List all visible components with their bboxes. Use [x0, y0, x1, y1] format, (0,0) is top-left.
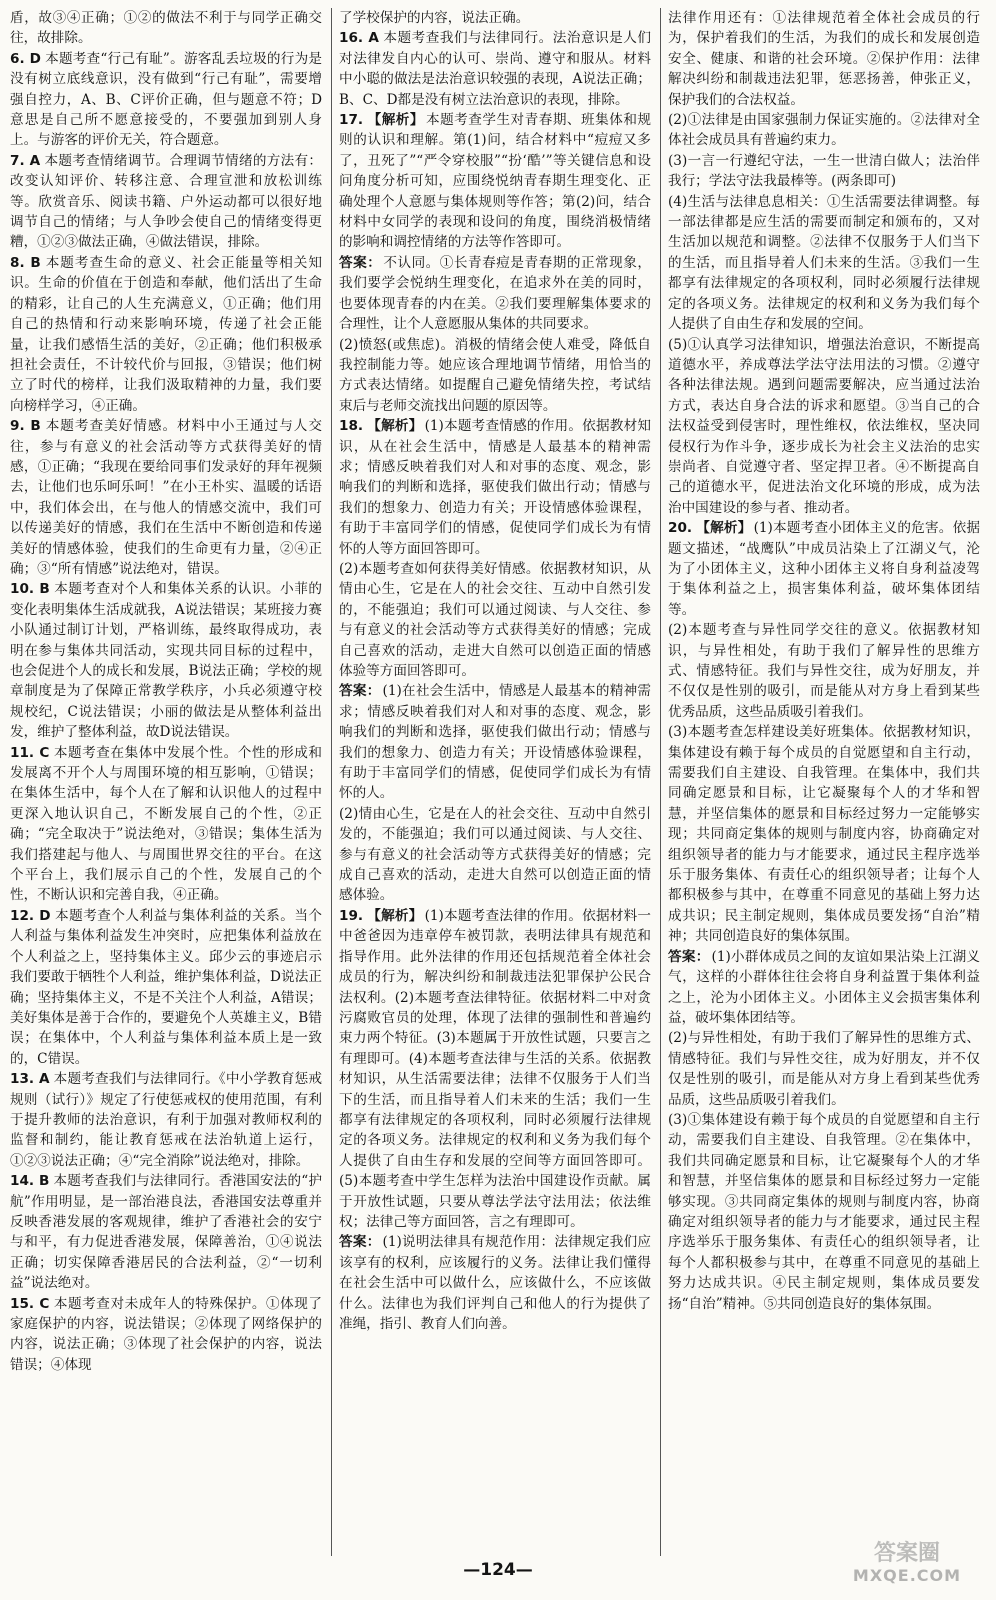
answer-paragraph — [339, 253, 651, 335]
question-explanation: 本题考查我们与法律同行。法治意识是人们对法律发自内心的认可、崇尚、遵守和服从。材料中小聪的做法是法治意识较强的表现，A说法正确；B、C、D都是没有树立法治意识的表现，排除。 — [339, 30, 651, 108]
answer-label: 答案： — [339, 254, 382, 271]
question-answer — [339, 110, 651, 253]
question-answer — [10, 906, 322, 1069]
question-explanation: 本题考查我们与法律同行。香港国安法的“护航”作用明显，是一部治港良法，香港国安法尊重并反映香港发展的客观规律，维护了香港社会的安宁与和平，有力促进香港发展，保障善治，①④说法正确；切实保障香港居民的合法利益，②“一切利益”说法绝对。 — [10, 1173, 322, 1292]
answer-label: 答案： — [668, 948, 710, 965]
analysis-tag: 【解析】 — [367, 907, 423, 924]
question-answer — [10, 253, 322, 416]
question-answer — [10, 416, 322, 579]
question-number: 7. A — [10, 152, 41, 169]
question-number: 20. — [668, 520, 693, 537]
question-number: 12. D — [10, 907, 51, 924]
sub-answer: (2)①法律是由国家强制力保证实施的。②法律对全体社会成员具有普遍约束力。 — [668, 112, 980, 149]
sub-answer: (4)生活与法律息息相关：①生活需要法律调整。每一部法律都是应生活的需要而制定和颁布的，又对生活加以规范和调整。②法律不仅服务于人们当下的生活，而且指导着人们未来的生活。③我们一生都享有法律规定的各项权利，同时必须履行法律规定的各项义务。法律规定的权利和义务为我们每个人提供了自由生存和发展的空间。 — [668, 193, 980, 333]
question-answer — [10, 151, 322, 253]
question-explanation: 本题考查个人利益与集体利益的关系。当个人利益与集体利益发生冲突时，应把集体利益放在个人利益之上，坚持集体主义。邱少云的事迹启示我们要敢于牺牲个人利益，维护集体利益，D说法正确；坚持集体主义，不是不关注个人利益，A错误；美好集体是善于合作的，要避免个人英雄主义，B错误；在集体中，个人利益与集体利益本质上是一致的，C错误。 — [10, 907, 322, 1067]
continued-text: 法律作用还有：①法律规范着全体社会成员的行为，保护着我们的生活，为我们的成长和发展创造安全、健康、和谐的社会环境。②保护作用：法律解决纠纷和制裁违法犯罪，惩恶扬善，伸张正义，保护我们的合法权益。 — [668, 10, 980, 108]
site-watermark — [832, 1536, 982, 1590]
question-number: 18. — [339, 418, 364, 435]
analysis-tag: 【解析】 — [696, 520, 752, 537]
answer-label: 答案： — [339, 1234, 381, 1251]
answer-text: (1)在社会生活中，情感是人最基本的精神需求；情感反映着我们对人和对事的态度、观念，影响我们的判断和选择，驱使我们做出行动；情感与我们的想象力、创造力有关；开设情感体验课程，有助于丰富同学们的情感，促使同学们成长为有情怀的人。 — [339, 683, 651, 802]
column-divider — [331, 8, 332, 1556]
question-number: 16. A — [339, 30, 379, 47]
watermark-site: MXQE.COM — [852, 1566, 962, 1585]
continued-text: 盾，故③④正确；①②的做法不利于与同学正确交往，故排除。 — [10, 10, 322, 47]
column-right — [668, 8, 980, 1556]
question-answer — [339, 416, 651, 559]
sub-answer: (2)本题考查如何获得美好情感。依据教材知识，从情由心生，它是在人的社会交往、互动中自然引发的，不能强迫；我们可以通过阅读、与人交往、参与有意义的社会活动等方式获得美好的情感；完成自己喜欢的活动，走进大自然可以创造正面的情感体验等方面回答即可。 — [339, 560, 651, 679]
question-number: 19. — [339, 907, 364, 924]
question-number: 14. B — [10, 1173, 50, 1190]
question-answer — [10, 579, 322, 742]
answer-text: 不认同。①长青春痘是青春期的正常现象，我们要学会悦纳生理变化，在追求外在美的同时，也要体现青春的内在美。②我们要理解集体要求的合理性，让个人意愿服从集体的共同要求。 — [339, 254, 651, 333]
sub-answer: (2)愤怒(或焦虑)。消极的情绪会使人难受，降低自我控制能力等。她应该合理地调节情绪，用恰当的方式表达情绪。如提醒自己避免情绪失控，考试结束后与老师交流找出问题的原因等。 — [339, 336, 651, 414]
question-explanation: (1)本题考查情感的作用。依据教材知识，从在社会生活中，情感是人最基本的精神需求；情感反映着我们对人和对事的态度、观念，影响我们的判断和选择，驱使我们做出行动；情感与我们的想象力、创造力有关；开设情感体验课程，有助于丰富同学们的情感，促使同学们成长为有情怀的人等方面回答即可。 — [339, 418, 651, 557]
question-answer — [339, 906, 651, 1233]
question-number: 8. B — [10, 254, 41, 271]
question-explanation: 本题考查生命的意义、社会正能量等相关知识。生命的价值在于创造和奉献，他们活出了生命的精彩，让自己的人生充满意义，①正确；他们用自己的热情和行动来影响环境，传递了社会正能量，让我们感悟生活的美好，②正确；他们积极承担社会责任，不计较代价与回报，③错误；他们树立了时代的榜样，让我们汲取精神的力量，我们要向榜样学习，④正确。 — [10, 254, 322, 414]
question-explanation: (1)本题考查法律的作用。依据材料一中爸爸因为违章停车被罚款，表明法律具有规范和指导作用。此外法律的作用还包括规范着全体社会成员的行为，解决纠纷和制裁违法犯罪保护公民合法权利。(2)本题考查法律特征。依据材料二中对贪污腐败官员的处理，体现了法律的强制性和普遍约束力两个特征。(3)本题属于开放性试题，只要言之有理即可。(4)本题考查法律与生活的关系。依据教材知识，从生活需要法律；法律不仅服务于人们当下的生活，而且指导着人们未来的生活；我们一生都享有法律规定的各项权利，同时必须履行法律规定的各项义务。法律规定的权利和义务为我们每个人提供了自由生存和发展的空间等方面回答即可。(5)本题考查中学生怎样为法治中国建设作贡献。属于开放性试题，只要从尊法学法守法用法；依法维权；法律己等方面回答，言之有理即可。 — [339, 907, 651, 1230]
question-explanation: 本题考查对未成年人的特殊保护。①体现了家庭保护的内容，说法错误；②体现了网络保护的内容，说法正确；③体现了社会保护的内容，说法错误；④体现 — [10, 1295, 322, 1373]
question-number: 10. B — [10, 581, 50, 598]
watermark-logo: 答案圈 — [873, 1541, 940, 1566]
question-number: 15. C — [10, 1295, 50, 1312]
sub-answer: (2)与异性相处，有助于我们了解异性的思维方式、情感特征。我们与异性交往，成为好朋友，并不仅仅是性别的吸引，而是能从对方身上看到某些优秀品质，这些品质吸引着我们。 — [668, 1030, 980, 1108]
question-number: 11. C — [10, 744, 50, 761]
sub-answer: (3)本题考查怎样建设美好班集体。依据教材知识，集体建设有赖于每个成员的自觉愿望和自主行动，需要我们自主建设、自我管理。在集体中，我们共同确定愿景和目标，让它凝聚每个人的才华和智慧，并坚信集体的愿景和目标经过努力一定能够实现；共同商定集体的规则与制度内容，协商确定对组织领导者的能力与才能要求，通过民主程序选举乐于服务集体、有责任心的组织领导者；让每个人都积极参与其中，在尊重不同意见的基础上努力达成共识；民主制定规则，集体成员要发扬“自治”精神；共同创造良好的集体氛围。 — [668, 724, 980, 945]
question-answer — [10, 743, 322, 906]
question-explanation: 本题考查情绪调节。合理调节情绪的方法有：改变认知评价、转移注意、合理宣泄和放松训练等。欣赏音乐、阅读书籍、户外运动都可以很好地调节自己的情绪；与人争吵会使自己的情绪变得更糟，①②③做法正确，④做法错误，排除。 — [10, 152, 322, 251]
sub-answer: (2)情由心生，它是在人的社会交往、互动中自然引发的，不能强迫；我们可以通过阅读、与人交往、参与有意义的社会活动等方式获得美好的情感；完成自己喜欢的活动，走进大自然可以创造正面的情感体验。 — [339, 805, 651, 904]
answer-text: (1)说明法律具有规范作用：法律规定我们应该享有的权利，应该履行的义务。法律让我们懂得在社会生活中可以做什么，应该做什么，不应该做什么。法律也为我们评判自己和他人的行为提供了准绳，指引、教育人们向善。 — [339, 1234, 651, 1332]
question-answer — [10, 1069, 322, 1171]
sub-answer: (5)①认真学习法律知识，增强法治意识，不断提高道德水平，养成尊法学法守法用法的习惯。②遵守各种法律法规。遇到问题需要解决，应当通过法治方式，表达自身合法的诉求和愿望。③当自己的合法权益受到侵害时，理性维权，依法维权，坚决同侵权行为作斗争，逐步成长为社会主义法治的忠实崇尚者、自觉遵守者、坚定捍卫者。④不断提高自己的道德水平，促进法治文化环境的形成，成为法治中国建设的参与者、推动者。 — [668, 336, 980, 516]
question-explanation: 本题考查美好情感。材料中小王通过与人交往，参与有意义的社会活动等方式获得美好的情感，①正确；“我现在要给同事们发录好的拜年视频去，让他们也乐呵乐呵！”在小王朴实、温暖的话语中，我们体会出，在与他人的情感交流中，我们可以传递美好的情感，我们在生活中不断创造和传递美好的情感体验，使我们的生命更有力量，②④正确；③“所有情感”说法绝对，错误。 — [10, 418, 322, 577]
analysis-tag: 【解析】 — [367, 112, 424, 129]
question-number: 13. A — [10, 1071, 50, 1088]
question-explanation: 本题考查我们与法律同行。《中小学教育惩戒规则（试行）》规定了行使惩戒权的使用范围，有利于提升教师的法治意识，有利于加强对教师权利的监督和制约，能让教育惩戒在法治轨道上运行，①②③说法正确；④“完全消除”说法绝对，排除。 — [10, 1071, 322, 1169]
question-explanation: 本题考查学生对青春期、班集体和规则的认识和理解。第(1)问，结合材料中“痘痘又多了，丑死了”“严令穿校服”“扮‘酷’”等关键信息和设问角度分析可知，应围绕悦纳青春期生理变化、正确处理个人意愿与集体规则等作答；第(2)问，结合材料中女同学的表现和设问的角度，围绕消极情绪的影响和调控情绪的方法等作答即可。 — [339, 112, 651, 251]
answer-label: 答案： — [339, 683, 381, 700]
question-answer — [668, 518, 980, 620]
answer-paragraph — [339, 681, 651, 803]
answer-text: (1)小群体成员之间的友谊如果沾染上江湖义气，这样的小群体往往会将自身利益置于集体利益之上，沦为小团体主义。小团体主义会损害集体利益，破坏集体团结等。 — [668, 948, 980, 1026]
answer-paragraph — [339, 1232, 651, 1334]
question-explanation: 本题考查在集体中发展个性。个性的形成和发展离不开个人与周围环境的相互影响，①错误；在集体生活中，每个人在了解和认识他人的过程中更深入地认识自己，不断发展自己的个性，②正确；“完全取决于”说法绝对，③错误；集体生活为我们搭建起与他人、与周围世界交往的平台。在这个平台上，我们展示自己的个性，发展自己的个性，不断认识和完善自我，④正确。 — [10, 744, 322, 904]
question-answer — [10, 1294, 322, 1376]
question-number: 6. D — [10, 50, 41, 67]
sub-answer: (2)本题考查与异性同学交往的意义。依据教材知识，与异性相处，有助于我们了解异性的思维方式、情感特征。我们与异性交往，成为好朋友，并不仅仅是性别的吸引，而是能从对方身上看到某些优秀品质，这些品质吸引着我们。 — [668, 622, 980, 720]
sub-answer: (3)一言一行遵纪守法，一生一世清白做人；法治伴我行；学法守法我最棒等。(两条即可) — [668, 152, 980, 190]
answer-paragraph — [668, 947, 980, 1029]
question-number: 17. — [339, 112, 364, 129]
sub-answer: (3)①集体建设有赖于每个成员的自觉愿望和自主行动，需要我们自主建设、自我管理。②在集体中，我们共同确定愿景和目标，让它凝聚每个人的才华和智慧，并坚信集体的愿景和目标经过努力一定能够实现。③共同商定集体的规则与制度内容，协商确定对组织领导者的能力与才能要求，通过民主程序选举乐于服务集体、有责任心的组织领导者，让每个人都积极参与其中，在尊重不同意见的基础上努力达成共识。④民主制定规则，集体成员要发扬“自治”精神。⑤共同创造良好的集体氛围。 — [668, 1111, 980, 1312]
question-answer — [10, 49, 322, 151]
column-left — [10, 8, 322, 1556]
continued-text: 了学校保护的内容，说法正确。 — [339, 10, 530, 26]
column-divider — [660, 8, 661, 1556]
question-explanation: 本题考查对个人和集体关系的认识。小菲的变化表明集体生活成就我，A说法错误；某班接力赛小队通过制订计划，严格训练，最终取得成功，表明在参与集体共同活动，实现共同目标的过程中，也会促进个人的成长和发展，B说法正确；学校的规章制度是为了保障正常教学秩序，小兵必须遵守校规校纪，C说法错误；小丽的做法是从整体利益出发，维护了整体利益，故D说法错误。 — [10, 581, 322, 741]
question-number: 9. B — [10, 418, 41, 435]
question-answer — [10, 1171, 322, 1293]
page-number: —124— — [463, 1560, 533, 1580]
question-explanation: 本题考查“行己有耻”。游客乱丢垃圾的行为是没有树立底线意识，没有做到“行己有耻”，需要增强自控力，A、B、C评价正确，但与题意不符；D意思是自己所不愿意接受的，不要强加到别人身上。与游客的评价无关，符合题意。 — [10, 50, 322, 149]
column-middle — [339, 8, 651, 1556]
question-explanation: (1)本题考查小团体主义的危害。依据题文描述，“战鹰队”中成员沾染上了江湖义气，沦为了小团体主义，这种小团体主义将自身利益凌驾于集体利益之上，损害集体利益，破坏集体团结等。 — [668, 520, 980, 618]
analysis-tag: 【解析】 — [367, 418, 423, 435]
question-answer — [339, 28, 651, 110]
